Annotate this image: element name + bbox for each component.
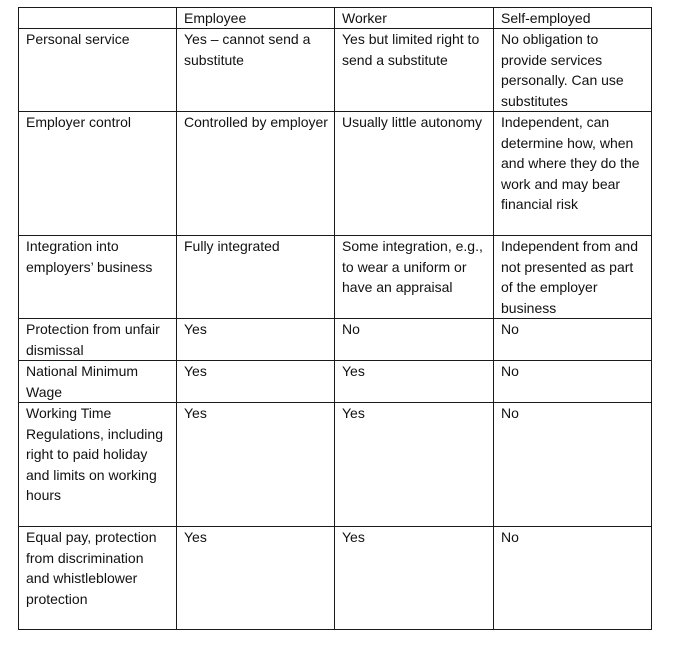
self-employed-cell: Independent from and not presented as part of the employer business	[494, 236, 652, 319]
table-body	[19, 29, 652, 630]
self-employed-cell: Independent, can determine how, when and where they do the work and may bear financial risk	[494, 112, 652, 236]
table-row	[19, 361, 652, 403]
worker-cell: Yes	[335, 527, 494, 630]
row-label: Integration into employers’ business	[19, 236, 177, 319]
worker-cell: Yes	[335, 403, 494, 527]
self-employed-cell: No	[494, 403, 652, 527]
worker-cell: No	[335, 319, 494, 361]
employee-cell: Controlled by employer	[177, 112, 335, 236]
table-row	[19, 527, 652, 630]
header-cell-employee: Employee	[177, 8, 335, 29]
header-row	[19, 8, 652, 29]
worker-cell: Some integration, e.g., to wear a uniform or have an appraisal	[335, 236, 494, 319]
row-label: Personal service	[19, 29, 177, 112]
self-employed-cell: No	[494, 361, 652, 403]
self-employed-cell: No obligation to provide services personally. Can use substitutes	[494, 29, 652, 112]
employee-cell: Yes	[177, 527, 335, 630]
employee-cell: Yes	[177, 361, 335, 403]
row-label: National Minimum Wage	[19, 361, 177, 403]
table-row	[19, 403, 652, 527]
employee-cell: Yes	[177, 319, 335, 361]
row-label: Working Time Regulations, including right to paid holiday and limits on working hours	[19, 403, 177, 527]
header-cell-self-employed: Self-employed	[494, 8, 652, 29]
self-employed-cell: No	[494, 527, 652, 630]
self-employed-cell: No	[494, 319, 652, 361]
employee-cell: Yes	[177, 403, 335, 527]
employment-status-table	[18, 7, 652, 630]
table-row	[19, 29, 652, 112]
header-cell-blank	[19, 8, 177, 29]
table-header	[19, 8, 652, 29]
row-label: Employer control	[19, 112, 177, 236]
employee-cell: Yes – cannot send a substitute	[177, 29, 335, 112]
table-row	[19, 319, 652, 361]
worker-cell: Yes but limited right to send a substitute	[335, 29, 494, 112]
worker-cell: Yes	[335, 361, 494, 403]
employee-cell: Fully integrated	[177, 236, 335, 319]
row-label: Protection from unfair dismissal	[19, 319, 177, 361]
worker-cell: Usually little autonomy	[335, 112, 494, 236]
row-label: Equal pay, protection from discrimination and whistleblower protection	[19, 527, 177, 630]
table-row	[19, 112, 652, 236]
table-row	[19, 236, 652, 319]
header-cell-worker: Worker	[335, 8, 494, 29]
